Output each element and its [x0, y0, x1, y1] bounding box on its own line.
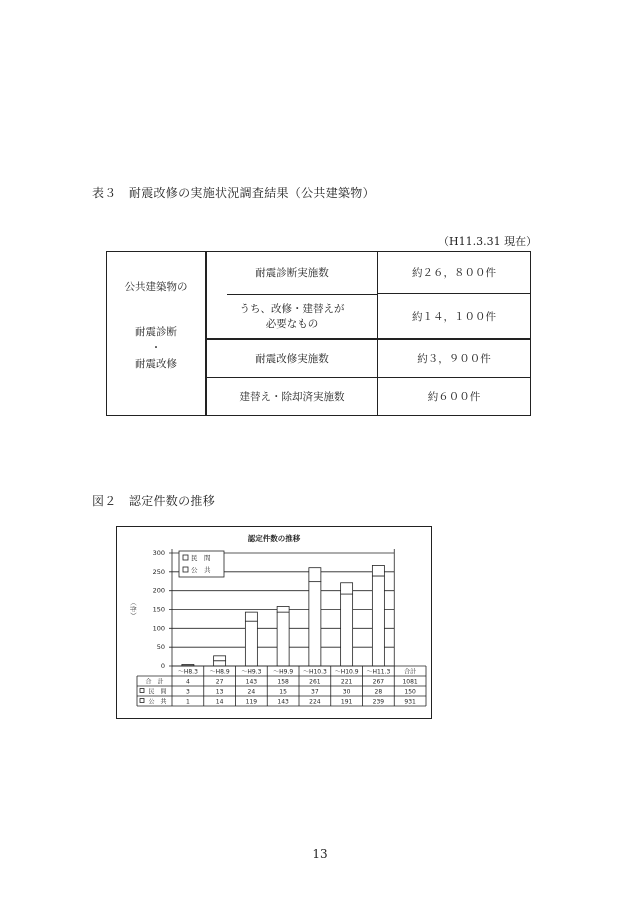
- table3-as-of-date: （H11.3.31 現在）: [438, 235, 538, 248]
- bar-public: [372, 576, 384, 666]
- page-number: 13: [312, 847, 328, 861]
- row-value: 約２６，８００件: [378, 252, 531, 294]
- y-tick-label: 150: [152, 605, 165, 614]
- row-label: 耐震改修実施数: [206, 339, 378, 377]
- series-row-label: 公 共: [148, 698, 167, 706]
- series-value: 14: [215, 698, 224, 706]
- y-axis-label: （件）: [129, 599, 137, 619]
- series-value: 239: [372, 698, 385, 706]
- series-value: 224: [309, 698, 321, 706]
- x-category-label: ～H8.3: [177, 668, 198, 676]
- legend-label-private: 民 間: [191, 554, 211, 562]
- figure2-caption: 図２ 認定件数の推移: [92, 494, 216, 508]
- bar-private: [372, 565, 384, 576]
- y-tick-label: 100: [152, 624, 165, 633]
- x-category-label: ～H10.3: [302, 668, 327, 676]
- bar-private: [182, 664, 194, 665]
- row-value: 約３，９００件: [378, 339, 531, 377]
- series-value: 24: [247, 688, 256, 696]
- series-value: 15: [279, 688, 287, 696]
- series-value: 3: [185, 688, 190, 696]
- sum-value: 267: [372, 678, 385, 686]
- sum-value: 158: [277, 678, 289, 686]
- y-tick-label: 0: [160, 662, 165, 670]
- row-header-line3: ・: [150, 342, 162, 354]
- bar-private: [341, 583, 353, 594]
- row-label: [206, 294, 378, 339]
- bar-public: [277, 612, 289, 666]
- legend-label-public: 公 共: [191, 566, 211, 574]
- series-value: 13: [215, 688, 224, 696]
- y-tick-label: 250: [152, 567, 165, 576]
- row-header-line4: 耐震改修: [135, 358, 177, 370]
- y-tick-label: 50: [156, 643, 165, 652]
- row-header-line1: 公共建築物の: [124, 281, 188, 293]
- x-category-label: ～H8.9: [209, 668, 230, 676]
- series-value: 119: [245, 698, 258, 706]
- sum-value: 4: [185, 678, 190, 686]
- x-category-label: ～H11.3: [366, 668, 391, 676]
- sum-value: 27: [215, 678, 224, 686]
- chart-title: 認定件数の推移: [247, 534, 301, 543]
- series-row-label: 民 間: [148, 688, 167, 696]
- series-swatch: [140, 699, 144, 703]
- series-value: 37: [311, 688, 319, 696]
- y-tick-label: 200: [152, 586, 165, 595]
- x-category-label: ～H10.9: [334, 668, 359, 676]
- series-total: 931: [404, 698, 416, 706]
- sum-row-label: 合 計: [145, 678, 164, 686]
- bar-public: [214, 661, 226, 666]
- row-label: 建替え・除却済実施数: [206, 377, 378, 415]
- bar-private: [245, 612, 257, 621]
- sum-value: 221: [340, 678, 353, 686]
- x-category-label: ～H9.3: [241, 668, 262, 676]
- table3-caption: 表３ 耐震改修の実施状況調査結果（公共建築物）: [92, 186, 375, 200]
- table3: [106, 251, 531, 416]
- bar-private: [309, 568, 321, 582]
- sum-total: 1081: [402, 678, 418, 686]
- row-label: 耐震診断実施数: [206, 252, 378, 294]
- series-total: 150: [404, 688, 416, 696]
- sum-value: 261: [309, 678, 321, 686]
- row-header-cell: [107, 252, 207, 416]
- legend-swatch-public: [183, 567, 188, 572]
- bar-public: [309, 582, 321, 666]
- bar-private: [277, 606, 289, 612]
- series-swatch: [140, 689, 144, 693]
- bar-public: [245, 621, 257, 666]
- series-value: 191: [340, 698, 353, 706]
- legend-swatch-private: [183, 555, 188, 560]
- row-value: 約１４，１００件: [378, 294, 531, 339]
- row-label-line1: うち、改修・建替えが: [239, 302, 345, 315]
- row-value: 約６００件: [378, 377, 531, 415]
- total-column-header: 合計: [404, 668, 417, 676]
- sum-value: 143: [245, 678, 258, 686]
- row-label-line2: 必要なもの: [265, 317, 319, 330]
- series-value: 143: [277, 698, 289, 706]
- series-value: 30: [342, 688, 351, 696]
- series-value: 28: [374, 688, 383, 696]
- row-header-line2: 耐震診断: [135, 326, 177, 338]
- chart-svg: [117, 527, 431, 718]
- chart-frame: [116, 526, 432, 719]
- bar-public: [341, 594, 353, 666]
- x-category-label: ～H9.9: [273, 668, 294, 676]
- series-value: 1: [185, 698, 190, 706]
- y-tick-label: 300: [152, 549, 165, 557]
- bar-private: [214, 656, 226, 661]
